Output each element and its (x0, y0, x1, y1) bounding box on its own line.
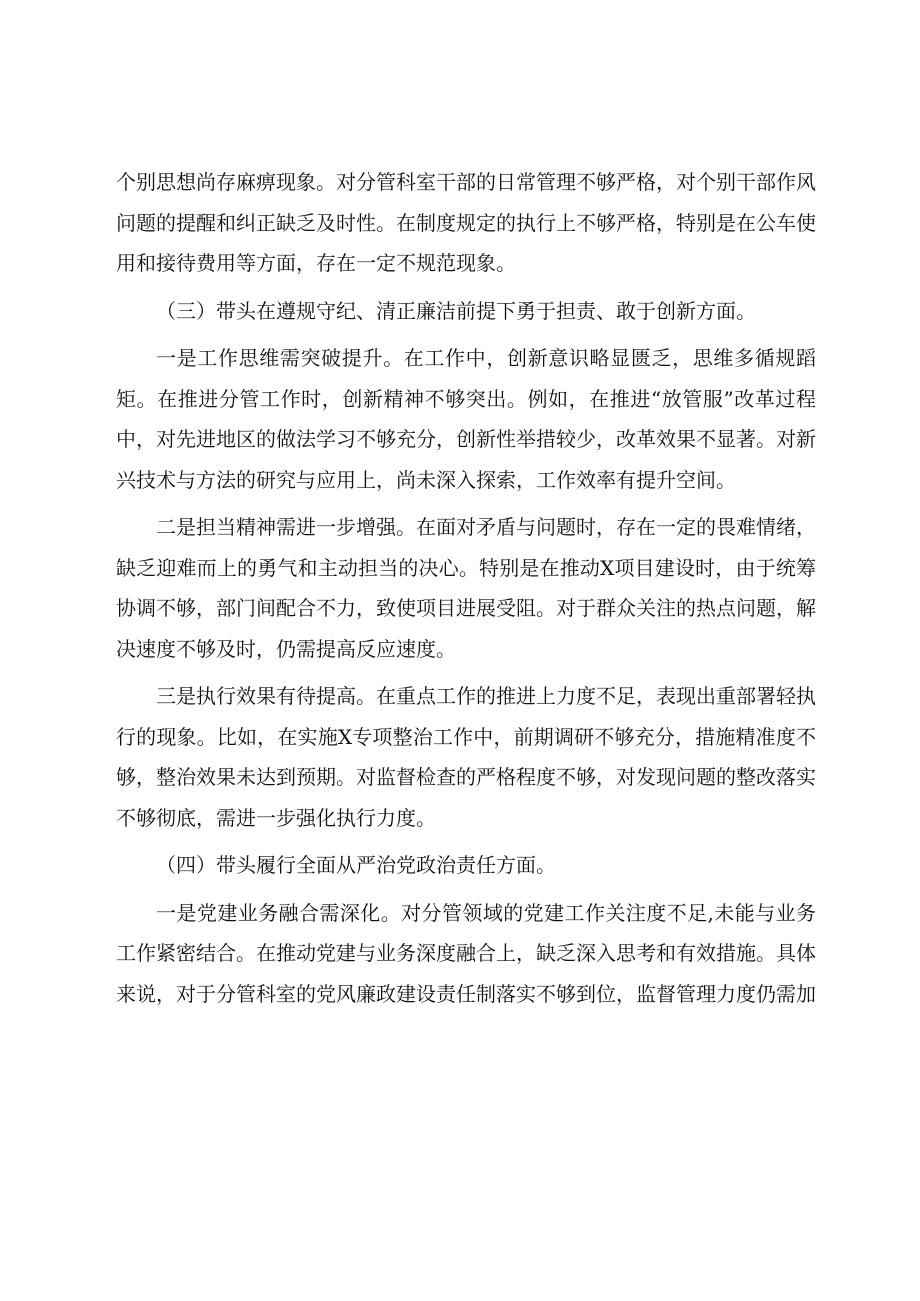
paragraph-continuation: 个别思想尚存麻痹现象。对分管科室干部的日常管理不够严格，对个别干部作风问题的提醒和纠正缺乏及时性。在制度规定的执行上不够严格，特别是在公车使用和接待费用等方面，存在一定不规范现象。 (116, 170, 816, 275)
paragraph-innovation: 一是工作思维需突破提升。在工作中，创新意识略显匮乏，思维多循规蹈矩。在推进分管工作时，创新精神不够突出。例如，在推进“放管服”改革过程中，对先进地区的做法学习不够充分，创新性举措较少，改革效果不显著。对新兴技术与方法的研究与应用上，尚未深入探索，工作效率有提升空间。 (116, 346, 816, 492)
document-page (116, 162, 816, 1021)
paragraph-party-building: 一是党建业务融合需深化。对分管领域的党建工作关注度不足,未能与业务工作紧密结合。在推动党建与业务深度融合上，缺乏深入思考和有效措施。具体来说，对于分管科室的党风廉政建设责任制落实不够到位，监督管理力度仍需加 (116, 900, 816, 1006)
section-heading-4: （四）带头履行全面从严治党政治责任方面。 (156, 853, 556, 877)
paragraph-execution: 三是执行效果有待提高。在重点工作的推进上力度不足，表现出重部署轻执行的现象。比如，在实施X专项整治工作中，前期调研不够充分，措施精准度不够，整治效果未达到预期。对监督检查的严格程度不够，对发现问题的整改落实不够彻底，需进一步强化执行力度。 (116, 684, 816, 830)
paragraph-responsibility: 二是担当精神需进一步增强。在面对矛盾与问题时，存在一定的畏难情绪，缺乏迎难而上的勇气和主动担当的决心。特别是在推动X项目建设时，由于统筹协调不够，部门间配合不力，致使项目进展受阻。对于群众关注的热点问题，解决速度不够及时，仍需提高反应速度。 (116, 515, 816, 661)
section-heading-3: （三）带头在遵规守纪、清正廉洁前提下勇于担责、敢于创新方面。 (156, 298, 756, 323)
